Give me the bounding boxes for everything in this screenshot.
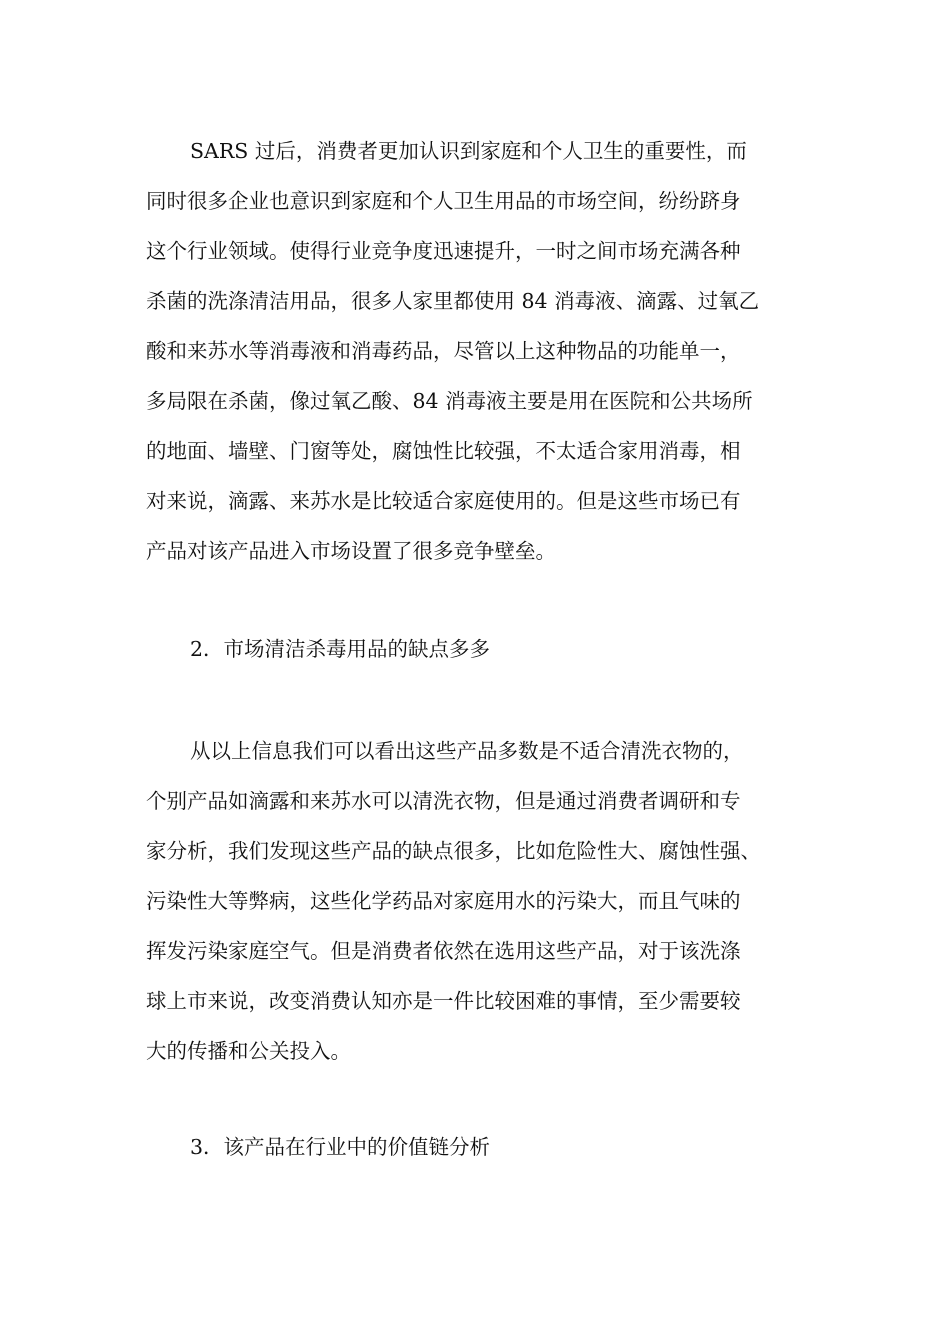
paragraph-line: SARS 过后，消费者更加认识到家庭和个人卫生的重要性，而 bbox=[190, 139, 747, 163]
paragraph-line: 污染性大等弊病，这些化学药品对家庭用水的污染大，而且气味的 bbox=[146, 889, 741, 913]
paragraph-line: 这个行业领域。使得行业竞争度迅速提升，一时之间市场充满各种 bbox=[146, 239, 741, 263]
paragraph-line: 杀菌的洗涤清洁用品，很多人家里都使用 84 消毒液、滴露、过氧乙 bbox=[146, 289, 760, 313]
paragraph-line: 从以上信息我们可以看出这些产品多数是不适合清洗衣物的， bbox=[190, 739, 744, 763]
paragraph-line: 球上市来说，改变消费认知亦是一件比较困难的事情，至少需要较 bbox=[146, 989, 741, 1013]
paragraph-sars-market bbox=[146, 126, 826, 576]
paragraph-line: 多局限在杀菌，像过氧乙酸、84 消毒液主要是用在医院和公共场所 bbox=[146, 389, 753, 413]
paragraph-line: 家分析，我们发现这些产品的缺点很多，比如危险性大、腐蚀性强、 bbox=[146, 839, 761, 863]
paragraph-line: 酸和来苏水等消毒液和消毒药品，尽管以上这种物品的功能单一， bbox=[146, 339, 741, 363]
paragraph-line: 同时很多企业也意识到家庭和个人卫生用品的市场空间，纷纷跻身 bbox=[146, 189, 741, 213]
paragraph-product-drawbacks bbox=[146, 726, 826, 1076]
paragraph-line: 对来说，滴露、来苏水是比较适合家庭使用的。但是这些市场已有 bbox=[146, 489, 741, 513]
paragraph-line: 产品对该产品进入市场设置了很多竞争壁垒。 bbox=[146, 539, 556, 563]
section-heading-3: 3．该产品在行业中的价值链分析 bbox=[190, 1135, 491, 1159]
paragraph-line: 大的传播和公关投入。 bbox=[146, 1039, 351, 1063]
section-heading-2: 2．市场清洁杀毒用品的缺点多多 bbox=[190, 637, 491, 661]
paragraph-line: 的地面、墙壁、门窗等处，腐蚀性比较强，不太适合家用消毒，相 bbox=[146, 439, 741, 463]
paragraph-line: 挥发污染家庭空气。但是消费者依然在选用这些产品，对于该洗涤 bbox=[146, 939, 741, 963]
paragraph-line: 个别产品如滴露和来苏水可以清洗衣物，但是通过消费者调研和专 bbox=[146, 789, 741, 813]
